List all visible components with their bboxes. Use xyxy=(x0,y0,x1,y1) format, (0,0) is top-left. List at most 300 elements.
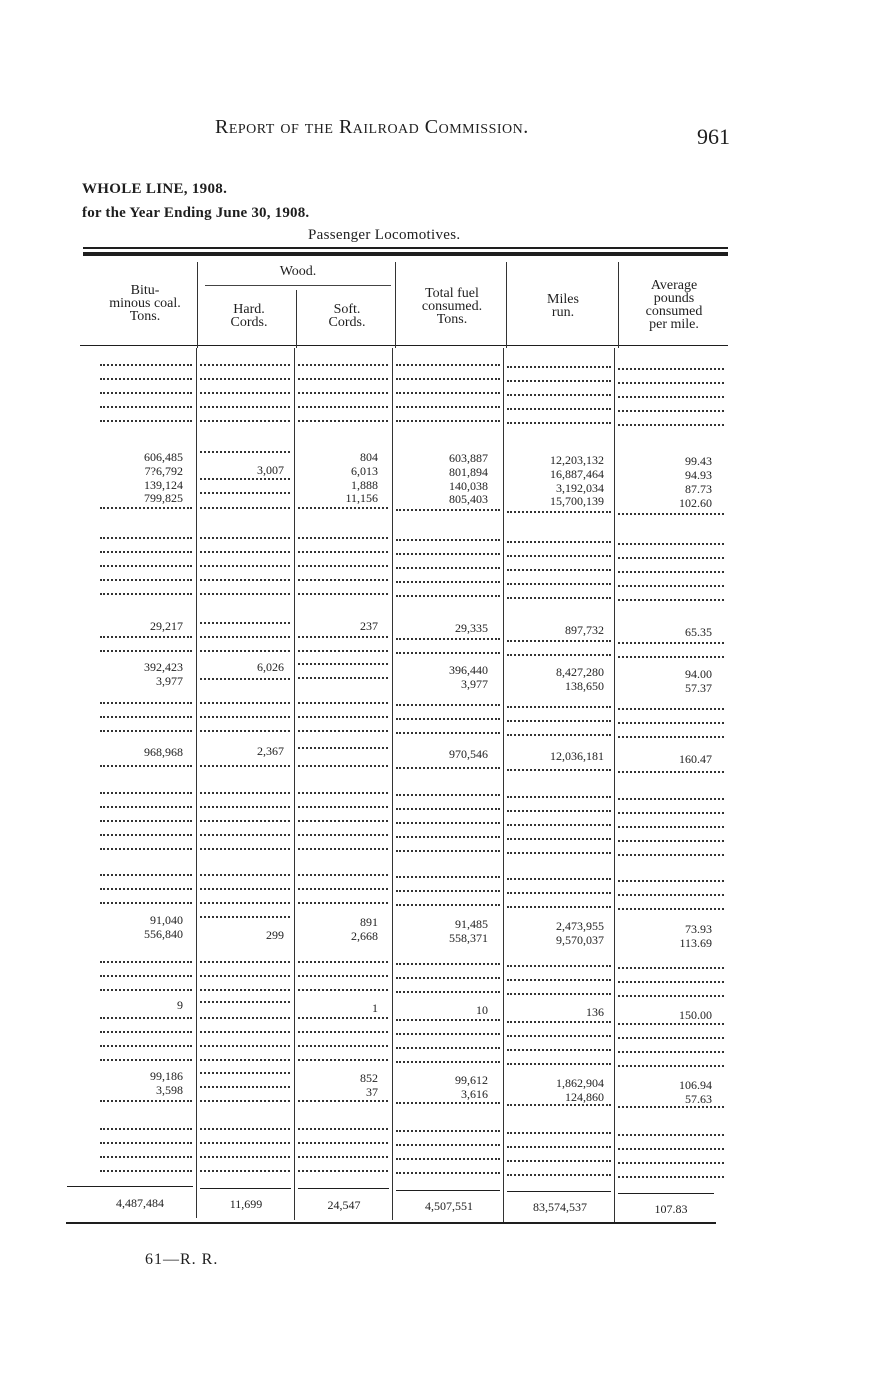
dot-leader xyxy=(507,1047,611,1051)
dot-leader xyxy=(507,1158,611,1162)
dot-leader xyxy=(100,700,192,704)
dot-leader xyxy=(100,818,192,822)
dot-leader xyxy=(507,977,611,981)
cell-c4: 3,977 xyxy=(461,677,488,691)
cell-c4: 970,546 xyxy=(449,747,488,761)
dot-leader xyxy=(507,567,611,571)
dot-leader xyxy=(396,1031,500,1035)
dot-leader xyxy=(507,1061,611,1065)
dot-leader xyxy=(618,1146,724,1150)
dot-leader xyxy=(507,1130,611,1134)
dot-leader xyxy=(507,794,611,798)
cell-c1: 968,968 xyxy=(144,745,183,759)
dot-leader xyxy=(100,577,192,581)
dot-leader xyxy=(507,808,611,812)
dot-leader xyxy=(298,675,388,679)
dot-leader xyxy=(200,728,290,732)
totals-rule-3 xyxy=(298,1188,389,1189)
col-header-bituminous: Bitu- minous coal. Tons. xyxy=(109,283,181,324)
dot-leader xyxy=(618,541,724,545)
dot-leader xyxy=(618,1174,724,1178)
top-rule-thin xyxy=(83,247,728,249)
dot-leader xyxy=(200,1015,290,1019)
dot-leader xyxy=(200,648,290,652)
dot-leader xyxy=(396,848,500,852)
col-header-hard-cords: Hard. Cords. xyxy=(230,302,268,330)
dot-leader xyxy=(100,1126,192,1130)
cell-c1: 556,840 xyxy=(144,927,183,941)
cell-c3: 37 xyxy=(366,1085,378,1099)
dot-leader xyxy=(100,404,192,408)
cell-c5: 9,570,037 xyxy=(556,933,604,947)
dot-leader xyxy=(507,718,611,722)
dot-leader xyxy=(100,535,192,539)
col-header-soft-cords: Soft. Cords. xyxy=(328,302,366,330)
dot-leader xyxy=(396,650,500,654)
col-header-wood: Wood. xyxy=(279,264,317,279)
dot-leader xyxy=(298,714,388,718)
dot-leader xyxy=(200,804,290,808)
dot-leader xyxy=(200,818,290,822)
dot-leader xyxy=(200,1168,290,1172)
dot-leader xyxy=(396,702,500,706)
dot-leader xyxy=(507,850,611,854)
dot-leader xyxy=(200,449,290,453)
dot-leader xyxy=(298,390,388,394)
vline-5-head xyxy=(618,262,619,348)
totals-rule-4 xyxy=(396,1190,500,1191)
dot-leader xyxy=(618,838,724,842)
cell-c5: 12,036,181 xyxy=(550,749,604,763)
dot-leader xyxy=(100,591,192,595)
dot-leader xyxy=(396,834,500,838)
dot-leader xyxy=(507,509,611,513)
cell-c3: 237 xyxy=(360,619,378,633)
dot-leader xyxy=(618,734,724,738)
vline-5 xyxy=(614,348,615,1224)
dot-leader xyxy=(298,648,388,652)
cell-c6: 57.63 xyxy=(685,1092,712,1106)
dot-leader xyxy=(200,676,290,680)
dot-leader xyxy=(100,1015,192,1019)
dot-leader xyxy=(507,1144,611,1148)
dot-leader xyxy=(396,874,500,878)
vline-3-head xyxy=(395,262,396,348)
cell-c3: 1 xyxy=(372,1001,378,1015)
dot-leader xyxy=(200,973,290,977)
dot-leader xyxy=(298,900,388,904)
dot-leader xyxy=(298,987,388,991)
vline-4-head xyxy=(506,262,507,348)
dot-leader xyxy=(396,593,500,597)
vline-4 xyxy=(503,348,504,1222)
cell-c1: 3,977 xyxy=(156,674,183,688)
dot-leader xyxy=(298,1168,388,1172)
dot-leader xyxy=(200,914,290,918)
dot-leader xyxy=(200,591,290,595)
header-rule xyxy=(80,345,728,346)
dot-leader xyxy=(396,1170,500,1174)
dot-leader xyxy=(507,652,611,656)
cell-c5: 1,862,904 xyxy=(556,1076,604,1090)
cell-c4: 3,616 xyxy=(461,1087,488,1101)
dot-leader xyxy=(200,577,290,581)
cell-c6: 57.37 xyxy=(685,681,712,695)
dot-leader xyxy=(507,638,611,642)
cell-c4: 10 xyxy=(476,1003,488,1017)
dot-leader xyxy=(507,836,611,840)
cell-c1: 9 xyxy=(177,998,183,1012)
cell-c2: 6,026 xyxy=(257,660,284,674)
cell-c6: 102.60 xyxy=(679,496,712,510)
dot-leader xyxy=(618,569,724,573)
cell-c4: 396,440 xyxy=(449,663,488,677)
dot-leader xyxy=(618,892,724,896)
dot-leader xyxy=(507,595,611,599)
dot-leader xyxy=(618,965,724,969)
dot-leader xyxy=(298,1057,388,1061)
totals-rule-1 xyxy=(67,1186,193,1187)
cell-c6: 65.35 xyxy=(685,625,712,639)
cell-c6: 150.00 xyxy=(679,1008,712,1022)
dot-leader xyxy=(298,362,388,366)
dot-leader xyxy=(100,1043,192,1047)
dot-leader xyxy=(396,716,500,720)
dot-leader xyxy=(396,989,500,993)
dot-leader xyxy=(298,1154,388,1158)
cell-c1: 606,485 xyxy=(144,450,183,464)
cell-c5: 12,203,132 xyxy=(550,453,604,467)
dot-leader xyxy=(396,1059,500,1063)
dot-leader xyxy=(100,790,192,794)
cell-c5: 124,860 xyxy=(565,1090,604,1104)
dot-leader xyxy=(618,422,724,426)
cell-c6: 99.43 xyxy=(685,454,712,468)
dot-leader xyxy=(200,700,290,704)
dot-leader xyxy=(298,832,388,836)
dot-leader xyxy=(200,490,290,494)
cell-c6: 87.73 xyxy=(685,482,712,496)
cell-c4: 29,335 xyxy=(455,621,488,635)
dot-leader xyxy=(298,634,388,638)
dot-leader xyxy=(100,648,192,652)
dot-leader xyxy=(298,1140,388,1144)
dot-leader xyxy=(200,1140,290,1144)
dot-leader xyxy=(200,376,290,380)
cell-c1: 3,598 xyxy=(156,1083,183,1097)
dot-leader xyxy=(100,1057,192,1061)
dot-leader xyxy=(100,728,192,732)
dot-leader xyxy=(298,700,388,704)
dot-leader xyxy=(200,714,290,718)
dot-leader xyxy=(100,505,192,509)
dot-leader xyxy=(396,1045,500,1049)
dot-leader xyxy=(298,872,388,876)
dot-leader xyxy=(200,362,290,366)
totals-rule-2 xyxy=(200,1188,291,1189)
dot-leader xyxy=(200,404,290,408)
cell-c1: 799,825 xyxy=(144,491,183,505)
dot-leader xyxy=(618,511,724,515)
top-rule-thick xyxy=(83,252,728,256)
dot-leader xyxy=(200,900,290,904)
dot-leader xyxy=(507,1019,611,1023)
dot-leader xyxy=(507,963,611,967)
cell-c1: 7?6,792 xyxy=(144,464,183,478)
dot-leader xyxy=(200,1029,290,1033)
wood-rule xyxy=(205,285,391,286)
cell-c3: 804 xyxy=(360,450,378,464)
dot-leader xyxy=(507,406,611,410)
total-hard-cords: 11,699 xyxy=(229,1197,263,1211)
dot-leader xyxy=(200,549,290,553)
vline-2-head xyxy=(296,290,297,348)
dot-leader xyxy=(618,1049,724,1053)
cell-c6: 73.93 xyxy=(685,922,712,936)
cell-c2: 299 xyxy=(266,928,284,942)
dot-leader xyxy=(507,1172,611,1176)
dot-leader xyxy=(618,706,724,710)
dot-leader xyxy=(396,418,500,422)
dot-leader xyxy=(396,902,500,906)
dot-leader xyxy=(100,549,192,553)
dot-leader xyxy=(100,959,192,963)
total-average-pounds: 107.83 xyxy=(654,1202,688,1216)
dot-leader xyxy=(100,832,192,836)
cell-c4: 558,371 xyxy=(449,931,488,945)
dot-leader xyxy=(298,661,388,665)
dot-leader xyxy=(298,376,388,380)
dot-leader xyxy=(298,549,388,553)
dot-leader xyxy=(618,906,724,910)
dot-leader xyxy=(507,904,611,908)
cell-c5: 138,650 xyxy=(565,679,604,693)
dot-leader xyxy=(200,563,290,567)
dot-leader xyxy=(396,1017,500,1021)
dot-leader xyxy=(618,979,724,983)
dot-leader xyxy=(507,704,611,708)
dot-leader xyxy=(396,376,500,380)
cell-c1: 392,423 xyxy=(144,660,183,674)
cell-c3: 11,156 xyxy=(345,491,378,505)
cell-c5: 16,887,464 xyxy=(550,467,604,481)
dot-leader xyxy=(396,961,500,965)
dot-leader xyxy=(100,418,192,422)
cell-c6: 160.47 xyxy=(679,752,712,766)
dot-leader xyxy=(200,390,290,394)
dot-leader xyxy=(200,1070,290,1074)
bottom-rule xyxy=(66,1222,716,1224)
dot-leader xyxy=(200,1043,290,1047)
totals-rule-5 xyxy=(507,1191,611,1192)
dot-leader xyxy=(100,1154,192,1158)
dot-leader xyxy=(298,763,388,767)
cell-c5: 15,700,139 xyxy=(550,494,604,508)
dot-leader xyxy=(507,991,611,995)
cell-c1: 29,217 xyxy=(150,619,183,633)
signature-footer: 61—R. R. xyxy=(145,1251,219,1268)
dot-leader xyxy=(507,553,611,557)
dot-leader xyxy=(100,1168,192,1172)
col-header-total-fuel: Total fuel consumed. Tons. xyxy=(421,286,483,327)
dot-leader xyxy=(507,767,611,771)
cell-c5: 3,192,034 xyxy=(556,481,604,495)
vline-1-head xyxy=(197,262,198,348)
cell-c5: 897,732 xyxy=(565,623,604,637)
totals-rule-6 xyxy=(618,1193,714,1194)
dot-leader xyxy=(100,886,192,890)
total-bituminous: 4,487,484 xyxy=(116,1196,164,1210)
dot-leader xyxy=(200,790,290,794)
cell-c4: 603,887 xyxy=(449,451,488,465)
cell-c3: 891 xyxy=(360,915,378,929)
dot-leader xyxy=(298,591,388,595)
dot-leader xyxy=(200,1126,290,1130)
dot-leader xyxy=(507,364,611,368)
dot-leader xyxy=(298,1015,388,1019)
cell-c1: 99,186 xyxy=(150,1069,183,1083)
col-header-average-pounds: Average pounds consumed per mile. xyxy=(645,278,703,332)
dot-leader xyxy=(507,876,611,880)
dot-leader xyxy=(396,1142,500,1146)
dot-leader xyxy=(507,378,611,382)
dot-leader xyxy=(396,792,500,796)
dot-leader xyxy=(618,720,724,724)
dot-leader xyxy=(618,796,724,800)
dot-leader xyxy=(396,820,500,824)
dot-leader xyxy=(396,636,500,640)
vline-3 xyxy=(392,348,393,1220)
cell-c3: 2,668 xyxy=(351,929,378,943)
dot-leader xyxy=(618,1035,724,1039)
dot-leader xyxy=(618,852,724,856)
cell-c5: 8,427,280 xyxy=(556,665,604,679)
dot-leader xyxy=(618,769,724,773)
dot-leader xyxy=(298,745,388,749)
dot-leader xyxy=(507,890,611,894)
dot-leader xyxy=(100,362,192,366)
cell-c6: 106.94 xyxy=(679,1078,712,1092)
dot-leader xyxy=(200,1057,290,1061)
dot-leader xyxy=(200,959,290,963)
dot-leader xyxy=(200,1098,290,1102)
dot-leader xyxy=(200,418,290,422)
dot-leader xyxy=(200,535,290,539)
dot-leader xyxy=(396,1156,500,1160)
total-miles-run: 83,574,537 xyxy=(533,1200,587,1214)
dot-leader xyxy=(100,390,192,394)
cell-c3: 852 xyxy=(360,1071,378,1085)
dot-leader xyxy=(200,634,290,638)
dot-leader xyxy=(298,577,388,581)
dot-leader xyxy=(200,505,290,509)
dot-leader xyxy=(100,1140,192,1144)
dot-leader xyxy=(507,581,611,585)
dot-leader xyxy=(200,763,290,767)
dot-leader xyxy=(298,1029,388,1033)
dot-leader xyxy=(200,999,290,1003)
dot-leader xyxy=(396,765,500,769)
dot-leader xyxy=(100,1029,192,1033)
dot-leader xyxy=(200,987,290,991)
dot-leader xyxy=(100,763,192,767)
cell-c3: 1,888 xyxy=(351,478,378,492)
cell-c4: 91,485 xyxy=(455,917,488,931)
dot-leader xyxy=(618,394,724,398)
dot-leader xyxy=(396,537,500,541)
dot-leader xyxy=(200,886,290,890)
dot-leader xyxy=(396,507,500,511)
dot-leader xyxy=(507,1033,611,1037)
dot-leader xyxy=(396,362,500,366)
dot-leader xyxy=(100,563,192,567)
dot-leader xyxy=(507,392,611,396)
cell-c4: 140,038 xyxy=(449,479,488,493)
dot-leader xyxy=(298,846,388,850)
dot-leader xyxy=(100,714,192,718)
dot-leader xyxy=(618,654,724,658)
dot-leader xyxy=(298,1043,388,1047)
cell-c4: 805,403 xyxy=(449,492,488,506)
dot-leader xyxy=(396,1128,500,1132)
cell-c4: 801,894 xyxy=(449,465,488,479)
dot-leader xyxy=(507,732,611,736)
dot-leader xyxy=(200,620,290,624)
cell-c6: 94.93 xyxy=(685,468,712,482)
cell-c5: 2,473,955 xyxy=(556,919,604,933)
dot-leader xyxy=(618,810,724,814)
dot-leader xyxy=(618,583,724,587)
dot-leader xyxy=(298,728,388,732)
cell-c1: 91,040 xyxy=(150,913,183,927)
vline-2 xyxy=(294,348,295,1220)
dot-leader xyxy=(200,1084,290,1088)
dot-leader xyxy=(100,900,192,904)
dot-leader xyxy=(396,565,500,569)
dot-leader xyxy=(100,804,192,808)
dot-leader xyxy=(507,539,611,543)
dot-leader xyxy=(200,1154,290,1158)
dot-leader xyxy=(618,1063,724,1067)
dot-leader xyxy=(298,818,388,822)
dot-leader xyxy=(200,832,290,836)
dot-leader xyxy=(298,959,388,963)
vline-1 xyxy=(196,348,197,1218)
dot-leader xyxy=(298,404,388,408)
page-number: 961 xyxy=(697,124,730,149)
dot-leader xyxy=(396,975,500,979)
cell-c2: 3,007 xyxy=(257,463,284,477)
dot-leader xyxy=(100,1098,192,1102)
dot-leader xyxy=(507,420,611,424)
dot-leader xyxy=(618,597,724,601)
dot-leader xyxy=(298,804,388,808)
dot-leader xyxy=(396,390,500,394)
subtitle-whole-line: WHOLE LINE, 1908. xyxy=(82,181,228,197)
dot-leader xyxy=(100,634,192,638)
dot-leader xyxy=(298,1126,388,1130)
dot-leader xyxy=(298,563,388,567)
subtitle-year: for the Year Ending June 30, 1908. xyxy=(82,205,310,221)
dot-leader xyxy=(618,993,724,997)
dot-leader xyxy=(200,846,290,850)
dot-leader xyxy=(618,366,724,370)
dot-leader xyxy=(298,505,388,509)
dot-leader xyxy=(618,878,724,882)
dot-leader xyxy=(507,822,611,826)
cell-c1: 139,124 xyxy=(144,478,183,492)
dot-leader xyxy=(396,806,500,810)
